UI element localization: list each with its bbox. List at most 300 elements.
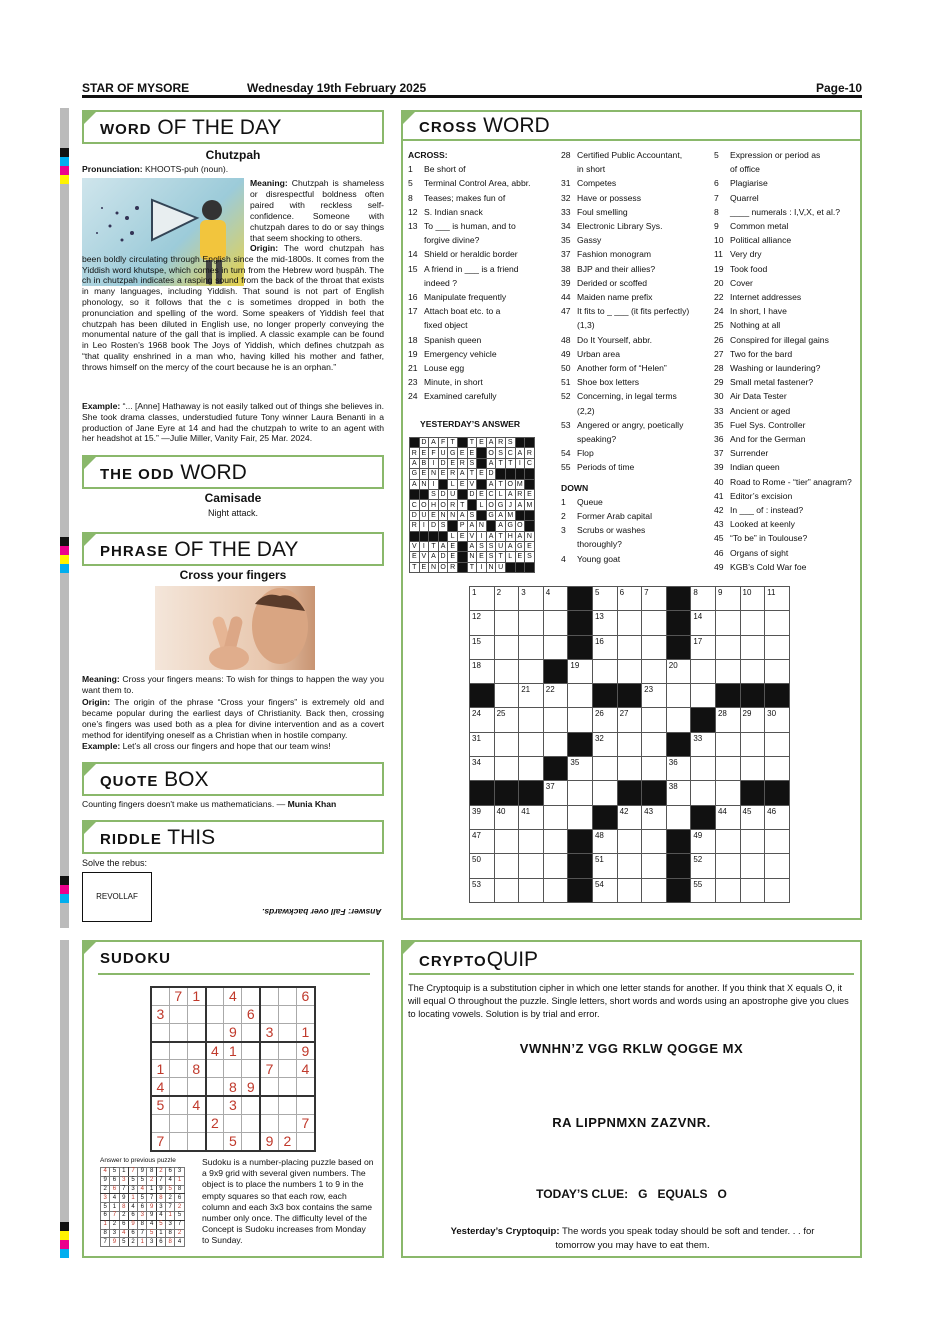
clue-number: 46 (714, 547, 724, 558)
clue-number: 1 (408, 164, 413, 175)
odd-word: Camisade (204, 491, 262, 505)
clue-text: Expression or period as (730, 150, 821, 160)
crossword-cell[interactable] (568, 708, 593, 732)
crossword-cell[interactable] (543, 854, 568, 878)
sudoku-cell[interactable]: 9 (260, 1133, 278, 1151)
clue-text: Another form of “Helen” (577, 363, 667, 374)
sudoku-answer-cell: 8 (119, 1203, 128, 1212)
crossword-cell[interactable]: 25 (494, 708, 519, 732)
crossword-cell[interactable] (740, 611, 765, 635)
crossword-cell[interactable] (494, 659, 519, 683)
crossword-cell[interactable] (715, 635, 740, 659)
sudoku-cell[interactable] (169, 1023, 187, 1041)
crossword-cell[interactable] (642, 854, 667, 878)
crossword-cell[interactable] (543, 611, 568, 635)
answer-cell (457, 541, 467, 551)
crossword-cell[interactable]: 55 (691, 878, 716, 902)
sudoku-cell[interactable] (206, 1023, 224, 1041)
sudoku-cell[interactable] (297, 1096, 315, 1114)
crossword-cell[interactable] (592, 659, 617, 683)
crossword-cell[interactable] (519, 878, 544, 902)
crossword-cell[interactable]: 47 (470, 829, 495, 853)
answer-cell: A (457, 469, 467, 479)
sudoku-cell[interactable] (278, 1096, 296, 1114)
crossword-cell[interactable]: 1 (470, 587, 495, 611)
answer-cell (410, 531, 420, 541)
crossword-cell[interactable] (765, 854, 790, 878)
crossword-cell[interactable] (642, 611, 667, 635)
sudoku-cell[interactable] (278, 1042, 296, 1060)
answer-cell: T (496, 458, 506, 468)
crossword-cell[interactable]: 54 (592, 878, 617, 902)
crossword-cell[interactable] (740, 878, 765, 902)
sudoku-cell[interactable]: 1 (224, 1042, 242, 1060)
crossword-cell[interactable]: 29 (740, 708, 765, 732)
crossword-cell[interactable] (494, 878, 519, 902)
sudoku-cell[interactable] (151, 1023, 169, 1041)
crossword-cell[interactable]: 22 (543, 684, 568, 708)
sudoku-cell[interactable] (187, 1042, 205, 1060)
crossword-cell[interactable]: 19 (568, 659, 593, 683)
sudoku-cell[interactable] (297, 1133, 315, 1151)
sudoku-answer-cell: 3 (156, 1203, 165, 1212)
crossword-cell[interactable]: 45 (740, 805, 765, 829)
crossword-cell[interactable] (519, 659, 544, 683)
crossword-cell[interactable] (617, 659, 642, 683)
crossword-cell[interactable] (765, 878, 790, 902)
sudoku-cell[interactable]: 7 (297, 1114, 315, 1132)
clue-text: Editor’s excision (730, 490, 793, 501)
crossword-cell[interactable]: 37 (543, 781, 568, 805)
answer-cell: R (457, 458, 467, 468)
sudoku-cell[interactable] (260, 1042, 278, 1060)
sudoku-cell[interactable] (260, 1114, 278, 1132)
crossword-cell[interactable] (519, 829, 544, 853)
sudoku-cell[interactable]: 1 (151, 1060, 169, 1078)
sudoku-cell[interactable]: 1 (187, 987, 205, 1005)
clue-text: Looked at keenly (730, 519, 795, 530)
sudoku-cell[interactable] (169, 1133, 187, 1151)
crossword-cell[interactable]: 28 (715, 708, 740, 732)
crossword-cell[interactable]: 15 (470, 635, 495, 659)
answer-cell: L (448, 479, 458, 489)
crossword-cell (568, 854, 593, 878)
clue-row (714, 546, 860, 560)
clue-number: 55 (561, 462, 571, 473)
clue-number: 5 (714, 150, 719, 160)
sudoku-cell[interactable] (206, 1060, 224, 1078)
clue-row (561, 418, 713, 432)
crossword-cell[interactable]: 36 (666, 757, 691, 781)
crossword-cell[interactable] (691, 684, 716, 708)
clue-number: 40 (714, 476, 724, 487)
sudoku-cell[interactable] (278, 1078, 296, 1096)
crossword-cell[interactable] (592, 781, 617, 805)
crossword-cell[interactable] (494, 732, 519, 756)
crossword-cell[interactable]: 3 (519, 587, 544, 611)
clue-text: Derided or scoffed (577, 277, 648, 288)
sudoku-cell[interactable] (260, 987, 278, 1005)
crossword-cell[interactable] (765, 757, 790, 781)
answer-cell: U (438, 448, 448, 458)
crossword-cell[interactable] (642, 659, 667, 683)
clue-row (561, 537, 713, 551)
sudoku-cell[interactable] (169, 1078, 187, 1096)
crossword-cell[interactable]: 26 (592, 708, 617, 732)
crossword-cell[interactable]: 49 (691, 829, 716, 853)
sudoku-answer-cell: 3 (119, 1176, 128, 1185)
sudoku-answer-cell: 1 (147, 1185, 156, 1194)
crossword-cell[interactable] (765, 829, 790, 853)
crossword-cell[interactable] (519, 635, 544, 659)
crossword-cell[interactable]: 17 (691, 635, 716, 659)
sudoku-cell[interactable]: 4 (151, 1078, 169, 1096)
section-label-big: OF THE DAY (168, 538, 299, 561)
crossword-cell[interactable] (543, 732, 568, 756)
clue-row (561, 404, 713, 418)
sudoku-answer-cell: 5 (119, 1238, 128, 1247)
crossword-cell[interactable] (666, 708, 691, 732)
crossword-cell[interactable] (617, 732, 642, 756)
sudoku-cell[interactable] (260, 1096, 278, 1114)
crossword-cell[interactable] (691, 757, 716, 781)
crossword-cell[interactable] (617, 635, 642, 659)
sudoku-cell[interactable] (278, 987, 296, 1005)
clue-number: 25 (714, 320, 724, 331)
sudoku-cell[interactable] (206, 1133, 224, 1151)
answer-cell: A (429, 438, 439, 448)
crossword-cell[interactable]: 6 (617, 587, 642, 611)
crossword-cell[interactable] (715, 611, 740, 635)
crossword-cell[interactable] (519, 611, 544, 635)
crossword-cell (642, 781, 667, 805)
sudoku-cell[interactable] (206, 1096, 224, 1114)
sudoku-cell[interactable]: 4 (224, 987, 242, 1005)
sudoku-answer-cell: 3 (110, 1229, 119, 1238)
crossword-cell[interactable]: 10 (740, 587, 765, 611)
clue-number (561, 162, 577, 176)
crossword-cell[interactable]: 21 (519, 684, 544, 708)
crossword-cell (592, 805, 617, 829)
crossword-cell[interactable] (740, 829, 765, 853)
crossword-cell[interactable] (715, 829, 740, 853)
crossword-cell[interactable] (543, 878, 568, 902)
crossword-cell[interactable]: 30 (765, 708, 790, 732)
sudoku-cell[interactable] (278, 1060, 296, 1078)
crossword-cell[interactable] (519, 708, 544, 732)
crossword-cell[interactable]: 43 (642, 805, 667, 829)
sudoku-cell[interactable] (278, 1023, 296, 1041)
crossword-cell[interactable]: 50 (470, 854, 495, 878)
across-label: ACROSS: (408, 150, 448, 160)
answer-cell: A (496, 521, 506, 531)
crossword-cell[interactable] (519, 732, 544, 756)
crossword-cell[interactable] (543, 708, 568, 732)
crossword-cell[interactable]: 46 (765, 805, 790, 829)
crossword-cell[interactable]: 31 (470, 732, 495, 756)
sudoku-cell[interactable]: 7 (260, 1060, 278, 1078)
crossword-cell[interactable]: 48 (592, 829, 617, 853)
answer-cell: G (486, 510, 496, 520)
crossword-cell[interactable] (765, 611, 790, 635)
sudoku-cell[interactable] (242, 1114, 260, 1132)
crossword-cell[interactable] (666, 805, 691, 829)
crossword-cell[interactable]: 16 (592, 635, 617, 659)
clue-text: Do It Yourself, abbr. (577, 334, 653, 345)
crossword-cell[interactable]: 13 (592, 611, 617, 635)
crossword-cell[interactable] (715, 732, 740, 756)
yesterday-cryptoquip: Yesterday’s Cryptoquip: The words you speak today should be soft and tender. . . for tomorrow you may have to eat them. (450, 1226, 815, 1251)
crossword-cell[interactable] (568, 781, 593, 805)
crossword-cell[interactable] (617, 854, 642, 878)
crossword-cell[interactable] (740, 659, 765, 683)
crossword-cell[interactable]: 41 (519, 805, 544, 829)
clue-number: 31 (561, 178, 571, 189)
sudoku-cell[interactable]: 8 (224, 1078, 242, 1096)
clue-text: indeed ? (424, 277, 457, 288)
sudoku-cell[interactable] (187, 1133, 205, 1151)
crossword-cell[interactable] (642, 732, 667, 756)
clue-text: Conspired for illegal gains (730, 334, 829, 345)
sudoku-answer-cell: 3 (166, 1220, 175, 1229)
sudoku-answer-cell: 6 (166, 1168, 175, 1177)
sudoku-cell[interactable] (187, 1023, 205, 1041)
crossword-cell[interactable] (494, 854, 519, 878)
phrase-title: Cross your fingers (179, 568, 287, 582)
crossword-cell (470, 781, 495, 805)
sudoku-cell[interactable] (260, 1005, 278, 1023)
answer-cell: S (525, 552, 535, 562)
clue-text: Urban area (577, 348, 620, 359)
sudoku-cell[interactable] (169, 1060, 187, 1078)
sudoku-cell[interactable] (260, 1078, 278, 1096)
crossword-cell[interactable] (765, 732, 790, 756)
crossword-cell[interactable] (691, 659, 716, 683)
crossword-cell[interactable] (519, 757, 544, 781)
section-label: THE ODD (100, 466, 175, 483)
sudoku-cell[interactable]: 7 (151, 1133, 169, 1151)
crossword-cell[interactable] (543, 635, 568, 659)
crossword-cell[interactable] (765, 635, 790, 659)
sudoku-cell[interactable] (224, 1060, 242, 1078)
clue-row (561, 148, 713, 162)
answer-cell: S (486, 541, 496, 551)
crossword-cell[interactable]: 39 (470, 805, 495, 829)
sudoku-cell[interactable] (297, 1078, 315, 1096)
sudoku-answer-cell: 5 (156, 1220, 165, 1229)
crossword-cell[interactable]: 20 (666, 659, 691, 683)
margin-strip (60, 108, 69, 928)
sudoku-cell[interactable] (187, 1005, 205, 1023)
sudoku-cell[interactable]: 3 (224, 1096, 242, 1114)
sudoku-cell[interactable]: 5 (151, 1096, 169, 1114)
sudoku-cell[interactable]: 1 (297, 1023, 315, 1041)
crossword-cell[interactable] (494, 684, 519, 708)
section-label-big: WORD (174, 461, 247, 484)
sudoku-cell[interactable] (242, 1023, 260, 1041)
crossword-cell[interactable]: 18 (470, 659, 495, 683)
crossword-cell[interactable]: 38 (666, 781, 691, 805)
crossword-cell[interactable] (592, 757, 617, 781)
crossword-cell[interactable]: 42 (617, 805, 642, 829)
crossword-cell[interactable] (740, 854, 765, 878)
rebus-box: REVOLLAF (82, 872, 152, 922)
answer-cell: V (410, 541, 420, 551)
crossword-cell[interactable] (494, 635, 519, 659)
crossword-cell[interactable] (642, 635, 667, 659)
sudoku-cell[interactable]: 4 (187, 1096, 205, 1114)
crossword-cell[interactable]: 40 (494, 805, 519, 829)
sudoku-cell[interactable] (242, 987, 260, 1005)
sudoku-cell[interactable] (187, 1078, 205, 1096)
word-example: Example: “... [Anne] Hathaway is not easily talked out of things she believes in. She took drama classes, understudied future Tony winner Laura Benanti in a production of Jane Eyre at 14 and had the chutzpah to write to an agent with her headshot at 15.” —Julie Miller, Vanity Fair, 25 Mar. 2024. (82, 401, 384, 444)
sudoku-cell[interactable]: 9 (297, 1042, 315, 1060)
sudoku-cell[interactable]: 9 (242, 1078, 260, 1096)
crossed-fingers-photo (155, 586, 315, 670)
answer-cell (457, 562, 467, 572)
crossword-cell[interactable] (617, 878, 642, 902)
crossword-cell[interactable] (617, 757, 642, 781)
crossword-cell[interactable] (666, 684, 691, 708)
clue-text: Emergency vehicle (424, 348, 497, 359)
answer-cell: A (505, 541, 515, 551)
crossword-cell[interactable] (642, 708, 667, 732)
clue-text: Nothing at all (730, 320, 781, 331)
crossword-cell[interactable]: 14 (691, 611, 716, 635)
crossword-cell[interactable]: 35 (568, 757, 593, 781)
sudoku-cell[interactable]: 2 (206, 1114, 224, 1132)
crossword-cell[interactable] (740, 732, 765, 756)
crossword-cell[interactable]: 23 (642, 684, 667, 708)
crossword-cell[interactable] (715, 659, 740, 683)
sudoku-cell[interactable] (242, 1133, 260, 1151)
crossword-cell[interactable] (740, 757, 765, 781)
crossword-cell[interactable]: 53 (470, 878, 495, 902)
sudoku-cell[interactable]: 7 (169, 987, 187, 1005)
crossword-cell[interactable] (642, 829, 667, 853)
crossword-cell[interactable] (765, 659, 790, 683)
crossword-cell[interactable] (715, 854, 740, 878)
crossword-cell[interactable]: 7 (642, 587, 667, 611)
clue-text: Concerning, in legal terms (577, 391, 677, 402)
crossword-cell[interactable]: 44 (715, 805, 740, 829)
sudoku-cell[interactable] (169, 1096, 187, 1114)
clue-number: 28 (561, 150, 571, 160)
crossword-cell[interactable]: 27 (617, 708, 642, 732)
sudoku-cell[interactable] (297, 1005, 315, 1023)
crossword-cell[interactable] (617, 829, 642, 853)
crossword-cell[interactable]: 9 (715, 587, 740, 611)
crossword-cell (568, 635, 593, 659)
sudoku-cell[interactable]: 2 (278, 1133, 296, 1151)
crossword-cell[interactable]: 5 (592, 587, 617, 611)
crossword-cell[interactable] (617, 611, 642, 635)
sudoku-cell[interactable] (187, 1114, 205, 1132)
sudoku-cell[interactable] (242, 1096, 260, 1114)
section-label-big: QUIP (486, 948, 539, 971)
crossword-cell[interactable]: 11 (765, 587, 790, 611)
answer-cell: G (410, 469, 420, 479)
crossword-cell[interactable] (568, 684, 593, 708)
crossword-cell[interactable] (494, 757, 519, 781)
sudoku-cell[interactable] (151, 987, 169, 1005)
clue-number: 51 (561, 377, 571, 388)
answer-cell (515, 438, 525, 448)
sudoku-cell[interactable] (169, 1114, 187, 1132)
sudoku-cell[interactable] (278, 1005, 296, 1023)
sudoku-cell[interactable]: 3 (151, 1005, 169, 1023)
sudoku-cell[interactable]: 5 (224, 1133, 242, 1151)
riddle-answer-upside-down: Answer: Fall over backwards. (262, 907, 382, 917)
crossword-cell[interactable]: 24 (470, 708, 495, 732)
sudoku-answer-cell: 1 (110, 1203, 119, 1212)
crossword-cell[interactable]: 52 (691, 854, 716, 878)
crossword-cell[interactable] (568, 805, 593, 829)
crossword-cell[interactable]: 4 (543, 587, 568, 611)
crossword-cell[interactable] (519, 854, 544, 878)
answer-cell (438, 531, 448, 541)
sudoku-cell[interactable] (169, 1042, 187, 1060)
sudoku-cell[interactable]: 6 (242, 1005, 260, 1023)
answer-cell: T (457, 500, 467, 510)
clue-number: 47 (561, 306, 571, 317)
sudoku-cell[interactable]: 4 (297, 1060, 315, 1078)
crossword-cell[interactable] (740, 635, 765, 659)
sudoku-cell[interactable] (206, 987, 224, 1005)
crossword-cell[interactable] (691, 781, 716, 805)
crossword-cell[interactable] (715, 781, 740, 805)
crossword-cell (666, 878, 691, 902)
sudoku-cell[interactable] (151, 1114, 169, 1132)
sudoku-cell[interactable]: 3 (260, 1023, 278, 1041)
answer-cell: T (496, 479, 506, 489)
sudoku-cell[interactable] (151, 1042, 169, 1060)
sudoku-cell[interactable]: 8 (187, 1060, 205, 1078)
sudoku-cell[interactable] (224, 1005, 242, 1023)
crossword-cell[interactable]: 32 (592, 732, 617, 756)
sudoku-cell[interactable] (242, 1042, 260, 1060)
crossword-cell[interactable] (642, 757, 667, 781)
sudoku-cell[interactable] (224, 1114, 242, 1132)
sudoku-cell[interactable] (242, 1060, 260, 1078)
crossword-cell[interactable] (715, 878, 740, 902)
crossword-cell[interactable] (715, 757, 740, 781)
sudoku-cell[interactable] (206, 1078, 224, 1096)
sudoku-cell[interactable] (278, 1114, 296, 1132)
sudoku-cell[interactable]: 6 (297, 987, 315, 1005)
crossword-cell[interactable] (494, 611, 519, 635)
sudoku-cell[interactable]: 4 (206, 1042, 224, 1060)
crossword-cell (666, 732, 691, 756)
crossword-cell[interactable] (543, 805, 568, 829)
sudoku-cell[interactable] (206, 1005, 224, 1023)
crossword-cell[interactable] (642, 878, 667, 902)
crossword-cell[interactable]: 33 (691, 732, 716, 756)
answer-cell: P (457, 521, 467, 531)
crossword-cell[interactable]: 8 (691, 587, 716, 611)
crossword-cell[interactable] (494, 829, 519, 853)
crossword-cell[interactable]: 12 (470, 611, 495, 635)
crossword-cell[interactable] (543, 829, 568, 853)
crossword-cell[interactable]: 51 (592, 854, 617, 878)
crossword-cell[interactable]: 34 (470, 757, 495, 781)
clue-number: 8 (408, 192, 413, 203)
sudoku-cell[interactable] (169, 1005, 187, 1023)
crossword-cell[interactable]: 2 (494, 587, 519, 611)
sudoku-answer-cell: 9 (128, 1220, 137, 1229)
sudoku-cell[interactable]: 9 (224, 1023, 242, 1041)
phrase-meaning: Meaning: Cross your fingers means: To wish for things to happen the way you want them to. (82, 674, 384, 695)
